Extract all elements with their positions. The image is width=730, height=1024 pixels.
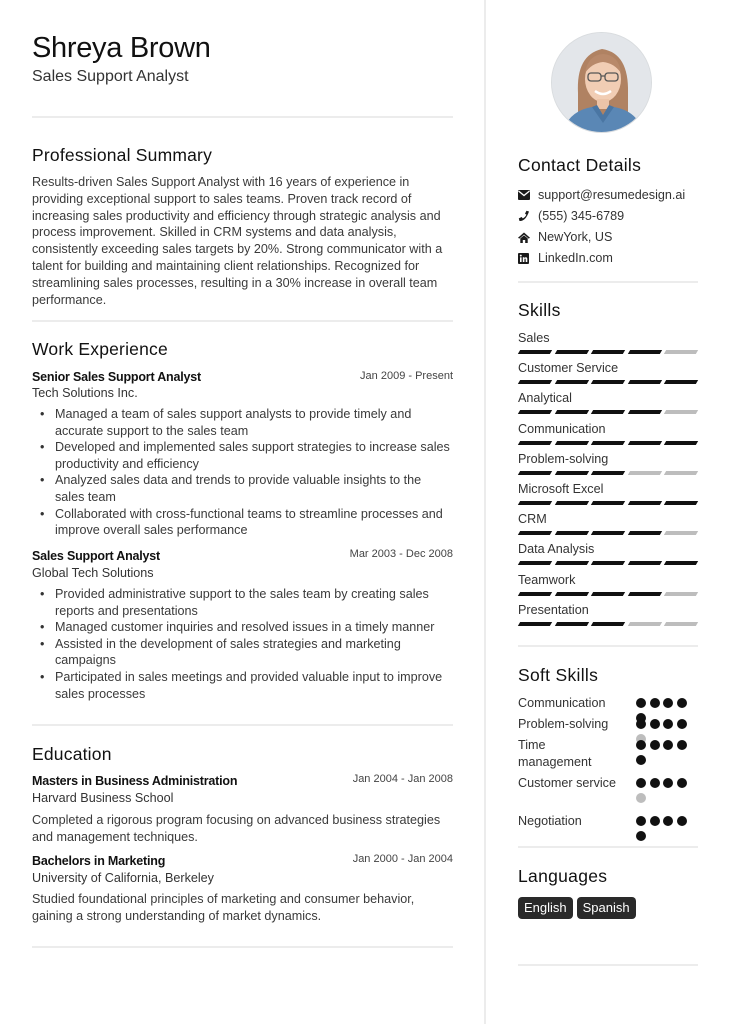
rating-dot [677,778,687,788]
job-company: Global Tech Solutions [32,566,154,580]
rating-segment [518,380,552,384]
skills-heading: Skills [518,300,561,320]
rating-segment [664,592,698,596]
rating-dot [677,698,687,708]
rating-segment [554,380,588,384]
rating-segment [554,410,588,414]
rating-dot [636,793,646,803]
rating-segment [628,441,662,445]
rating-segment [554,622,588,626]
job-title: Senior Sales Support Analyst [32,370,201,384]
rating-dot [636,831,646,841]
soft-skill-rating [636,778,690,803]
contact-heading: Contact Details [518,155,642,175]
rating-segment [518,622,552,626]
skill-label: CRM [518,512,547,527]
rating-segment [518,410,552,414]
education-date: Jan 2000 - Jan 2004 [352,853,453,865]
skill-label: Communication [518,421,606,436]
skill-rating-bar [519,441,697,446]
soft-skill-label: Negotiation [518,814,582,828]
rating-segment [591,441,625,445]
profile-photo-icon [552,33,652,133]
rating-dot [663,778,673,788]
rating-dot [663,698,673,708]
rating-segment [664,561,698,565]
rating-segment [518,501,552,505]
home-icon [518,232,538,243]
skill-rating-bar [519,561,697,566]
rating-dot [636,816,646,826]
education-heading: Education [32,744,112,764]
job-company: Tech Solutions Inc. [32,386,138,400]
school-name: University of California, Berkeley [32,871,214,885]
rating-segment [554,350,588,354]
profile-photo [551,32,652,133]
skill-rating-bar [519,622,697,627]
rating-dot [650,740,660,750]
job-bullets [32,406,453,539]
rating-dot [677,740,687,750]
language-tag: English [518,897,573,919]
rating-segment [591,471,625,475]
rating-dot [663,719,673,729]
rating-segment [664,441,698,445]
degree-title: Bachelors in Marketing [32,854,166,868]
soft-skill-label: Communication [518,696,606,710]
rating-segment [518,592,552,596]
skill-rating-bar [519,350,697,355]
rating-segment [628,380,662,384]
contact-location [518,230,612,244]
contact-linkedin[interactable] [518,251,613,265]
job-title: Sales Support Analyst [32,549,161,563]
rating-segment [628,622,662,626]
contact-location-text: NewYork, US [538,230,613,244]
contact-linkedin-text: LinkedIn.com [538,251,613,265]
job-bullet: • Assisted in the development of sales strategies and marketing campaigns [32,636,453,669]
degree-title: Masters in Business Administration [32,774,238,788]
rating-segment [591,501,625,505]
rating-segment [628,531,662,535]
skill-label: Teamwork [518,572,576,587]
rating-dot [636,778,646,788]
job-date: Mar 2003 - Dec 2008 [349,548,453,560]
rating-segment [664,350,698,354]
rating-segment [591,410,625,414]
rating-dot [677,816,687,826]
rating-segment [518,350,552,354]
column-divider [484,0,486,1024]
rating-segment [554,501,588,505]
job-bullet: • Provided administrative support to the sales team by creating sales reports and presentations [32,586,453,619]
rating-segment [591,531,625,535]
skill-label: Presentation [518,602,589,617]
skill-label: Customer Service [518,361,619,376]
rating-segment [628,501,662,505]
school-name: Harvard Business School [32,791,174,805]
rating-segment [591,561,625,565]
rating-dot [636,755,646,765]
candidate-name: Shreya Brown [32,32,211,64]
soft-skill-rating [636,740,690,765]
rating-segment [628,350,662,354]
soft-skill-label: Time management [518,738,592,769]
education-date: Jan 2004 - Jan 2008 [352,773,453,785]
rating-segment [518,531,552,535]
soft-skill-rating [636,816,690,841]
education-description: Completed a rigorous program focusing on advanced business strategies and management techniques. [32,813,441,844]
rating-segment [554,531,588,535]
rating-dot [650,698,660,708]
rating-segment [591,622,625,626]
candidate-title: Sales Support Analyst [32,68,189,85]
soft-skill-label: Customer service [518,776,616,790]
rating-dot [677,719,687,729]
summary-divider [32,320,453,322]
rating-segment [554,561,588,565]
rating-segment [628,471,662,475]
language-tag: Spanish [577,897,636,919]
soft-skills-heading: Soft Skills [518,665,599,685]
rating-dot [663,740,673,750]
rating-dot [636,740,646,750]
skill-rating-bar [519,501,697,506]
skill-label: Microsoft Excel [518,482,604,496]
contact-divider [518,281,698,283]
rating-dot [650,816,660,826]
experience-divider [32,724,453,726]
summary-heading: Professional Summary [32,145,213,165]
envelope-icon [518,190,538,200]
rating-dot [636,719,646,729]
skill-rating-bar [519,531,697,536]
job-date: Jan 2009 - Present [360,370,453,382]
rating-segment [554,441,588,445]
job-bullet: • Managed a team of sales support analysts to provide timely and accurate support to the sales team [32,406,453,439]
rating-segment [554,471,588,475]
skill-label: Analytical [518,391,572,406]
rating-segment [628,561,662,565]
contact-email-text: support@resumedesign.ai [538,188,686,202]
contact-phone-text: (555) 345-6789 [538,209,625,223]
job-bullet: • Participated in sales meetings and provided valuable input to improve sales processes [32,669,453,702]
rating-segment [591,380,625,384]
skill-rating-bar [519,471,697,476]
header-divider [32,116,453,118]
languages-heading: Languages [518,866,608,886]
job-bullets [32,586,453,702]
languages-divider [518,964,698,966]
rating-dot [650,778,660,788]
rating-segment [591,350,625,354]
skill-label: Problem-solving [518,451,609,466]
rating-segment [554,592,588,596]
rating-dot [663,816,673,826]
job-bullet: • Analyzed sales data and trends to provide valuable insights to the sales team [32,472,453,505]
rating-segment [664,622,698,626]
education-divider [32,946,453,948]
education-description: Studied foundational principles of marketing and consumer behavior, gaining a strong understanding of market dynamics. [32,892,415,923]
rating-segment [664,471,698,475]
job-bullet: • Managed customer inquiries and resolved issues in a timely manner [32,619,453,636]
rating-segment [664,501,698,505]
skills-divider [518,645,698,647]
languages-list [518,897,636,919]
job-bullet: • Developed and implemented sales support strategies to increase sales productivity and efficiency [32,439,453,472]
rating-dot [650,719,660,729]
skill-rating-bar [519,380,697,385]
skill-rating-bar [519,410,697,415]
contact-phone[interactable] [518,209,624,223]
skill-label: Data Analysis [518,542,595,557]
rating-segment [518,441,552,445]
phone-icon [518,210,538,222]
rating-segment [591,592,625,596]
job-bullet: • Collaborated with cross-functional teams to streamline processes and improve overall sales performance [32,506,453,539]
summary-text: Results-driven Sales Support Analyst with 16 years of experience in providing exceptional support to sales teams. Proven track record of increasing sales productivity and efficiency through strategic analysis and process improvement. Skilled in CRM systems and data analysis, consistently exceeding sales targets by 20%. Strong communicator with a talent for building and maintaining client relationships. Recognized for streamlining sales processes, resulting in a 30% increase in overall team performance. [32,175,443,307]
contact-email[interactable] [518,188,685,202]
rating-segment [518,471,552,475]
skill-rating-bar [519,592,697,597]
skill-label: Sales [518,331,550,345]
rating-segment [664,531,698,535]
rating-dot [636,698,646,708]
linkedin-icon [518,253,538,264]
experience-heading: Work Experience [32,339,168,359]
rating-segment [664,410,698,414]
rating-segment [664,380,698,384]
soft-skills-divider [518,846,698,848]
soft-skill-label: Problem-solving [518,717,609,731]
rating-segment [518,561,552,565]
rating-segment [628,592,662,596]
rating-segment [628,410,662,414]
